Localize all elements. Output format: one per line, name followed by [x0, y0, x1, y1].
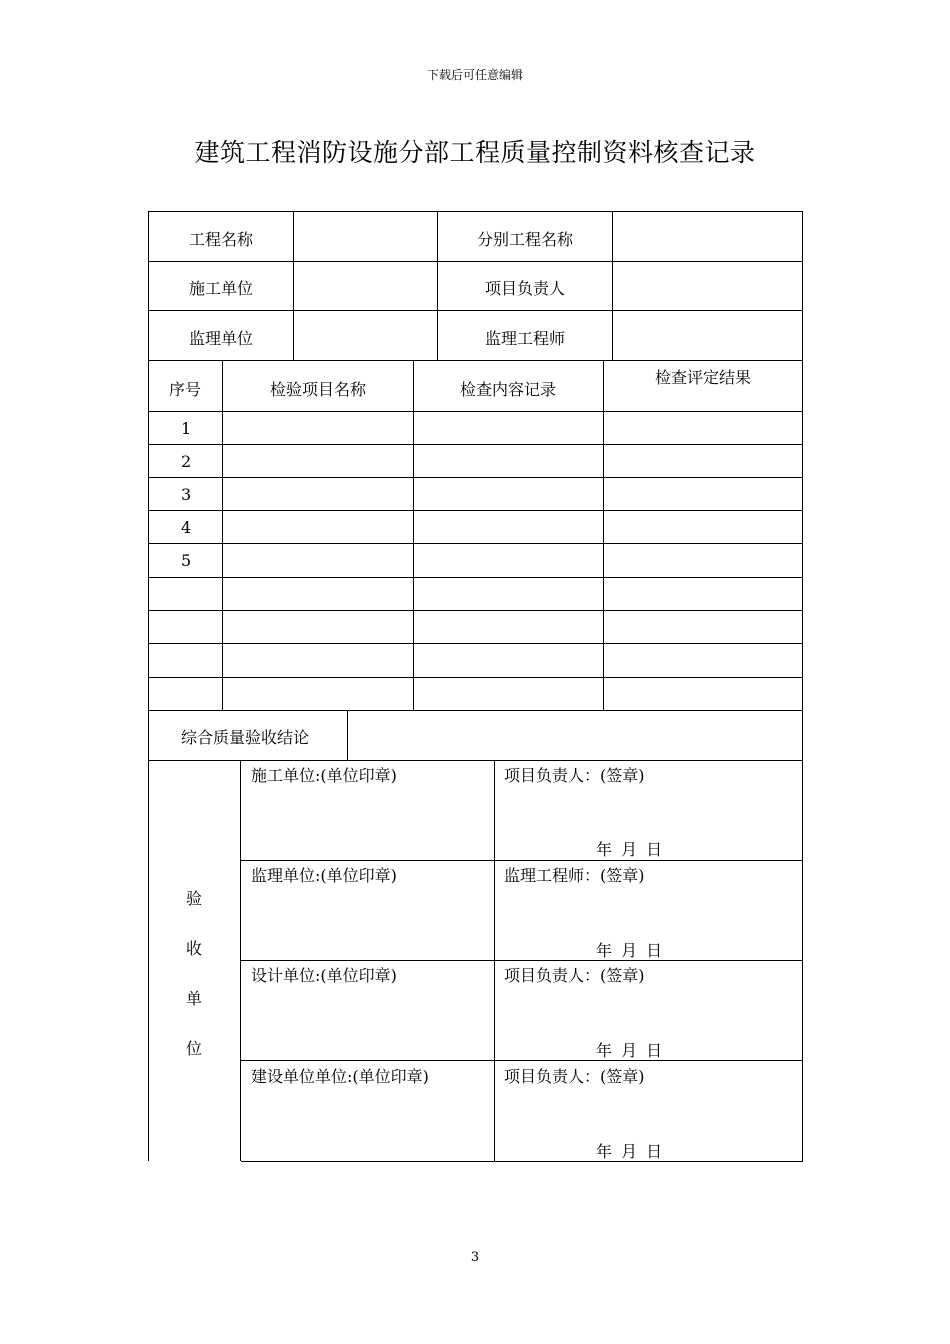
design-unit-seal: 设计单位:(单位印章)	[251, 966, 397, 985]
project-name-field[interactable]	[294, 212, 437, 261]
table-row-number: 4	[181, 518, 192, 537]
table-row-number: 2	[181, 452, 192, 471]
design-date: 年 月 日	[596, 1041, 663, 1060]
table-row-number: 5	[181, 551, 192, 570]
page-title: 建筑工程消防设施分部工程质量控制资料核查记录	[194, 138, 756, 167]
sub-project-name-field[interactable]	[613, 212, 802, 261]
supervision-signer: 监理工程师：(签章)	[504, 866, 645, 885]
acceptance-side-label-char: 位	[185, 1039, 203, 1058]
header-item-name: 检验项目名称	[269, 380, 367, 399]
construction-unit-field[interactable]	[294, 262, 437, 310]
construction-signer: 项目负责人：(签章)	[504, 766, 645, 785]
project-manager-label: 项目负责人	[484, 279, 566, 298]
header-note: 下载后可任意编辑	[426, 68, 523, 82]
page-number: 3	[470, 1250, 480, 1265]
supervision-unit-seal: 监理单位:(单位印章)	[251, 866, 397, 885]
sub-project-name-label: 分别工程名称	[476, 230, 574, 249]
construction-unit-seal: 施工单位:(单位印章)	[251, 766, 397, 785]
owner-signer: 项目负责人：(签章)	[504, 1067, 645, 1086]
header-content-record: 检查内容记录	[459, 380, 557, 399]
owner-date: 年 月 日	[596, 1142, 663, 1161]
table-row-number: 1	[181, 419, 192, 438]
conclusion-label: 综合质量验收结论	[181, 728, 310, 747]
acceptance-side-label-char: 收	[185, 939, 203, 958]
conclusion-field[interactable]	[348, 711, 802, 760]
construction-unit-label: 施工单位	[188, 279, 254, 298]
acceptance-side-label-char: 单	[185, 989, 203, 1008]
project-manager-field[interactable]	[613, 262, 802, 310]
construction-date: 年 月 日	[596, 840, 663, 859]
supervision-unit-label: 监理单位	[188, 329, 254, 348]
table-row-number: 3	[181, 485, 192, 504]
header-evaluation-result: 检查评定结果	[654, 368, 752, 387]
supervision-unit-field[interactable]	[294, 311, 437, 360]
supervising-engineer-label: 监理工程师	[484, 329, 566, 348]
supervision-date: 年 月 日	[596, 941, 663, 960]
design-signer: 项目负责人：(签章)	[504, 966, 645, 985]
project-name-label: 工程名称	[188, 230, 254, 249]
owner-unit-seal: 建设单位单位:(单位印章)	[251, 1067, 429, 1086]
header-serial-no: 序号	[168, 380, 202, 399]
acceptance-side-label-char: 验	[185, 889, 203, 908]
supervising-engineer-field[interactable]	[613, 311, 802, 360]
